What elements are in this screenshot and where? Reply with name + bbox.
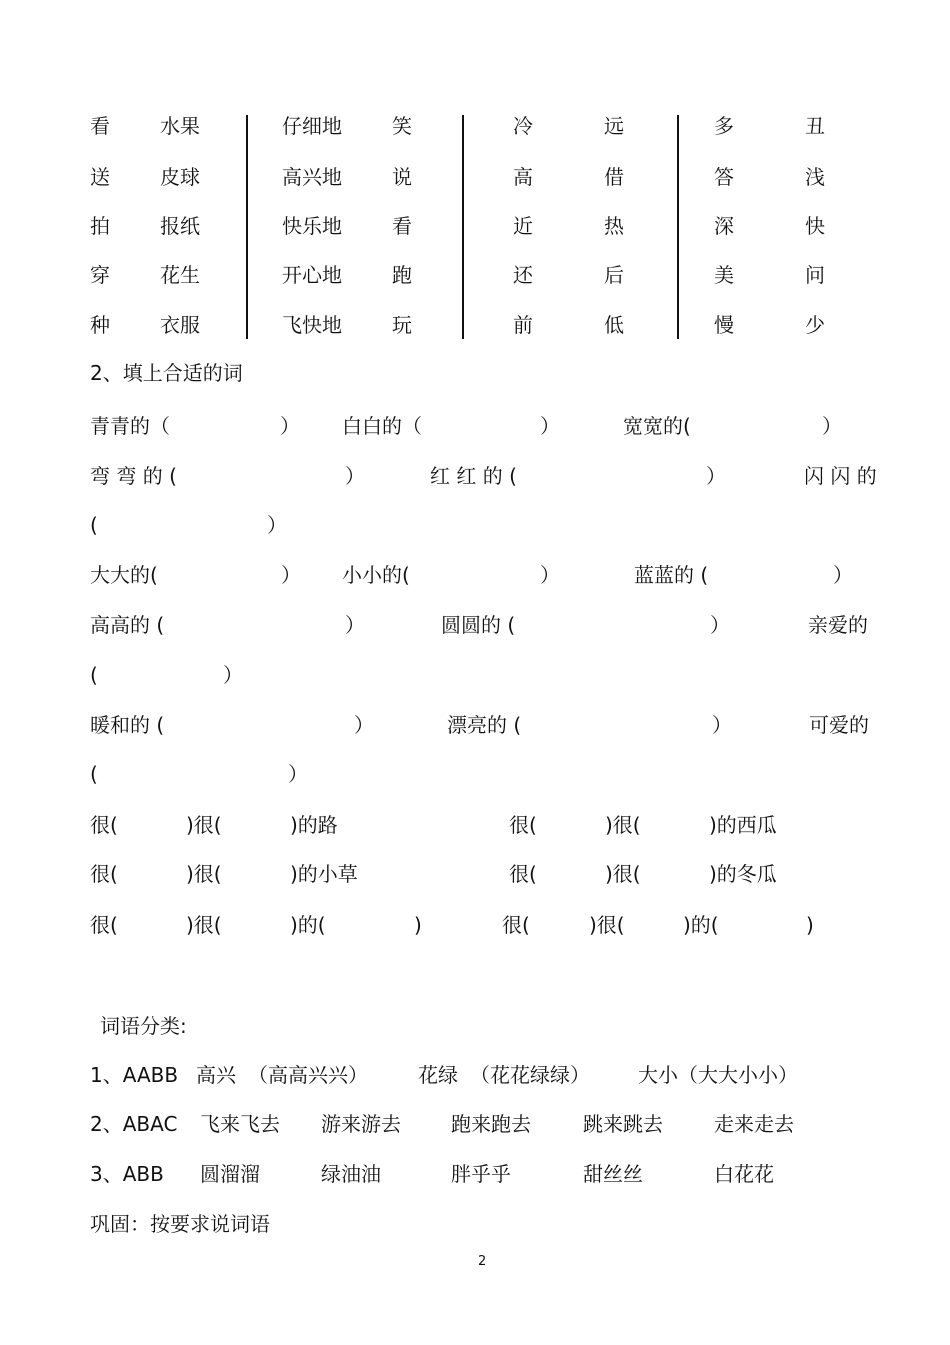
table-cell: 快 (805, 214, 825, 238)
table-divider-3 (677, 115, 679, 339)
classify-word: 大小（大大小小） (638, 1063, 798, 1087)
classify-word: （花花绿绿） (470, 1063, 590, 1087)
hen-part: )的西瓜 (709, 813, 777, 837)
table-cell: 看 (90, 114, 110, 138)
classify-word: 甜丝丝 (583, 1162, 643, 1186)
table-cell: 借 (604, 165, 624, 189)
table-cell: 送 (90, 165, 110, 189)
classify-type: 1、AABB (90, 1063, 179, 1087)
fill-blank-close: ） (540, 414, 560, 438)
table-cell: 开心地 (282, 263, 342, 287)
table-cell: 高兴地 (282, 165, 342, 189)
table-cell: 慢 (714, 313, 734, 337)
table-cell: 穿 (90, 263, 110, 287)
fill-blank-close: ） (288, 762, 308, 786)
table-cell: 多 (714, 114, 734, 138)
table-divider-2 (462, 115, 464, 339)
fill-label: 漂亮的 ( (447, 713, 522, 737)
table-cell: 衣服 (160, 313, 200, 337)
table-cell: 近 (513, 214, 533, 238)
table-cell: 跑 (392, 263, 412, 287)
fill-blank-open: ( (90, 663, 98, 687)
fill-blank-close: ） (712, 713, 732, 737)
table-cell: 皮球 (160, 165, 200, 189)
fill-blank-close: ） (822, 414, 842, 438)
fill-label: 红 红 的 ( (430, 464, 517, 488)
fill-blank-close: ） (710, 613, 730, 637)
hen-part: 很( (502, 913, 530, 937)
consolidate-heading: 巩固：按要求说词语 (90, 1212, 270, 1236)
table-cell: 前 (513, 313, 533, 337)
table-cell: 报纸 (160, 214, 200, 238)
fill-label: 暖和的 ( (90, 713, 165, 737)
table-cell: 玩 (392, 313, 412, 337)
fill-label: 青青的（ (90, 414, 170, 438)
classify-word: 跑来跑去 (451, 1112, 531, 1136)
hen-part: )的路 (290, 813, 338, 837)
fill-label: 可爱的 (809, 713, 869, 737)
fill-label: 白白的（ (342, 414, 422, 438)
table-cell: 浅 (805, 165, 825, 189)
table-cell: 笑 (392, 114, 412, 138)
table-cell: 拍 (90, 214, 110, 238)
classify-word: 游来游去 (321, 1112, 401, 1136)
table-cell: 说 (392, 165, 412, 189)
classify-word: 高兴 (196, 1063, 236, 1087)
table-cell: 后 (604, 263, 624, 287)
table-cell: 还 (513, 263, 533, 287)
fill-blank-close: ） (280, 414, 300, 438)
classify-word: 跳来跳去 (583, 1112, 663, 1136)
fill-label: 蓝蓝的 ( (634, 563, 709, 587)
fill-label: 宽宽的( (623, 414, 691, 438)
table-cell: 看 (392, 214, 412, 238)
table-cell: 答 (714, 165, 734, 189)
hen-part: )很( (186, 913, 222, 937)
hen-part: ) (806, 913, 814, 937)
hen-part: )很( (605, 813, 641, 837)
table-cell: 热 (604, 214, 624, 238)
fill-label: 亲爱的 (808, 613, 868, 637)
classify-word: 飞来飞去 (200, 1112, 280, 1136)
hen-part: 很( (90, 913, 118, 937)
classify-word: 花绿 (418, 1063, 458, 1087)
classify-type: 2、ABAC (90, 1112, 178, 1136)
hen-part: )很( (605, 862, 641, 886)
fill-blank-close: ） (354, 713, 374, 737)
table-cell: 少 (805, 313, 825, 337)
table-cell: 快乐地 (282, 214, 342, 238)
fill-label: 闪 闪 的 (804, 464, 877, 488)
hen-part: )很( (186, 813, 222, 837)
hen-part: )的( (683, 913, 719, 937)
fill-blank-close: ） (223, 663, 243, 687)
hen-part: )的( (290, 913, 326, 937)
fill-blank-close: ） (345, 613, 365, 637)
classify-word: 圆溜溜 (200, 1162, 260, 1186)
table-cell: 冷 (513, 114, 533, 138)
hen-part: )很( (186, 862, 222, 886)
table-cell: 高 (513, 165, 533, 189)
classify-word: 白花花 (714, 1162, 774, 1186)
hen-part: 很( (90, 813, 118, 837)
hen-part: )很( (589, 913, 625, 937)
classify-word: 走来走去 (714, 1112, 794, 1136)
hen-part: 很( (90, 862, 118, 886)
section-heading-classify: 词语分类: (100, 1014, 187, 1038)
table-divider-1 (246, 115, 248, 339)
table-cell: 仔细地 (282, 114, 342, 138)
page-number: 2 (478, 1254, 487, 1269)
table-cell: 飞快地 (282, 313, 342, 337)
hen-part: )的小草 (290, 862, 358, 886)
table-cell: 美 (714, 263, 734, 287)
table-cell: 种 (90, 313, 110, 337)
hen-part: 很( (509, 862, 537, 886)
fill-label: 高高的 ( (90, 613, 165, 637)
table-cell: 低 (604, 313, 624, 337)
classify-word: 绿油油 (321, 1162, 381, 1186)
table-cell: 花生 (160, 263, 200, 287)
fill-blank-close: ） (706, 464, 726, 488)
classify-word: 胖乎乎 (451, 1162, 511, 1186)
table-cell: 水果 (160, 114, 200, 138)
fill-blank-open: ( (90, 762, 98, 786)
table-cell: 深 (714, 214, 734, 238)
fill-label: 小小的( (342, 563, 410, 587)
fill-label: 弯 弯 的 ( (90, 464, 177, 488)
section-heading-fill: 2、填上合适的词 (90, 361, 243, 385)
table-cell: 丑 (805, 114, 825, 138)
fill-label: 大大的( (90, 563, 158, 587)
fill-label: 圆圆的 ( (441, 613, 516, 637)
fill-blank-close: ） (345, 464, 365, 488)
hen-part: ) (414, 913, 422, 937)
fill-blank-close: ） (833, 563, 853, 587)
fill-blank-close: ） (540, 563, 560, 587)
fill-blank-open: ( (90, 513, 98, 537)
fill-blank-close: ） (267, 513, 287, 537)
classify-word: （高高兴兴） (248, 1063, 368, 1087)
hen-part: 很( (509, 813, 537, 837)
table-cell: 远 (604, 114, 624, 138)
fill-blank-close: ） (281, 563, 301, 587)
table-cell: 问 (805, 263, 825, 287)
hen-part: )的冬瓜 (709, 862, 777, 886)
classify-type: 3、ABB (90, 1162, 164, 1186)
